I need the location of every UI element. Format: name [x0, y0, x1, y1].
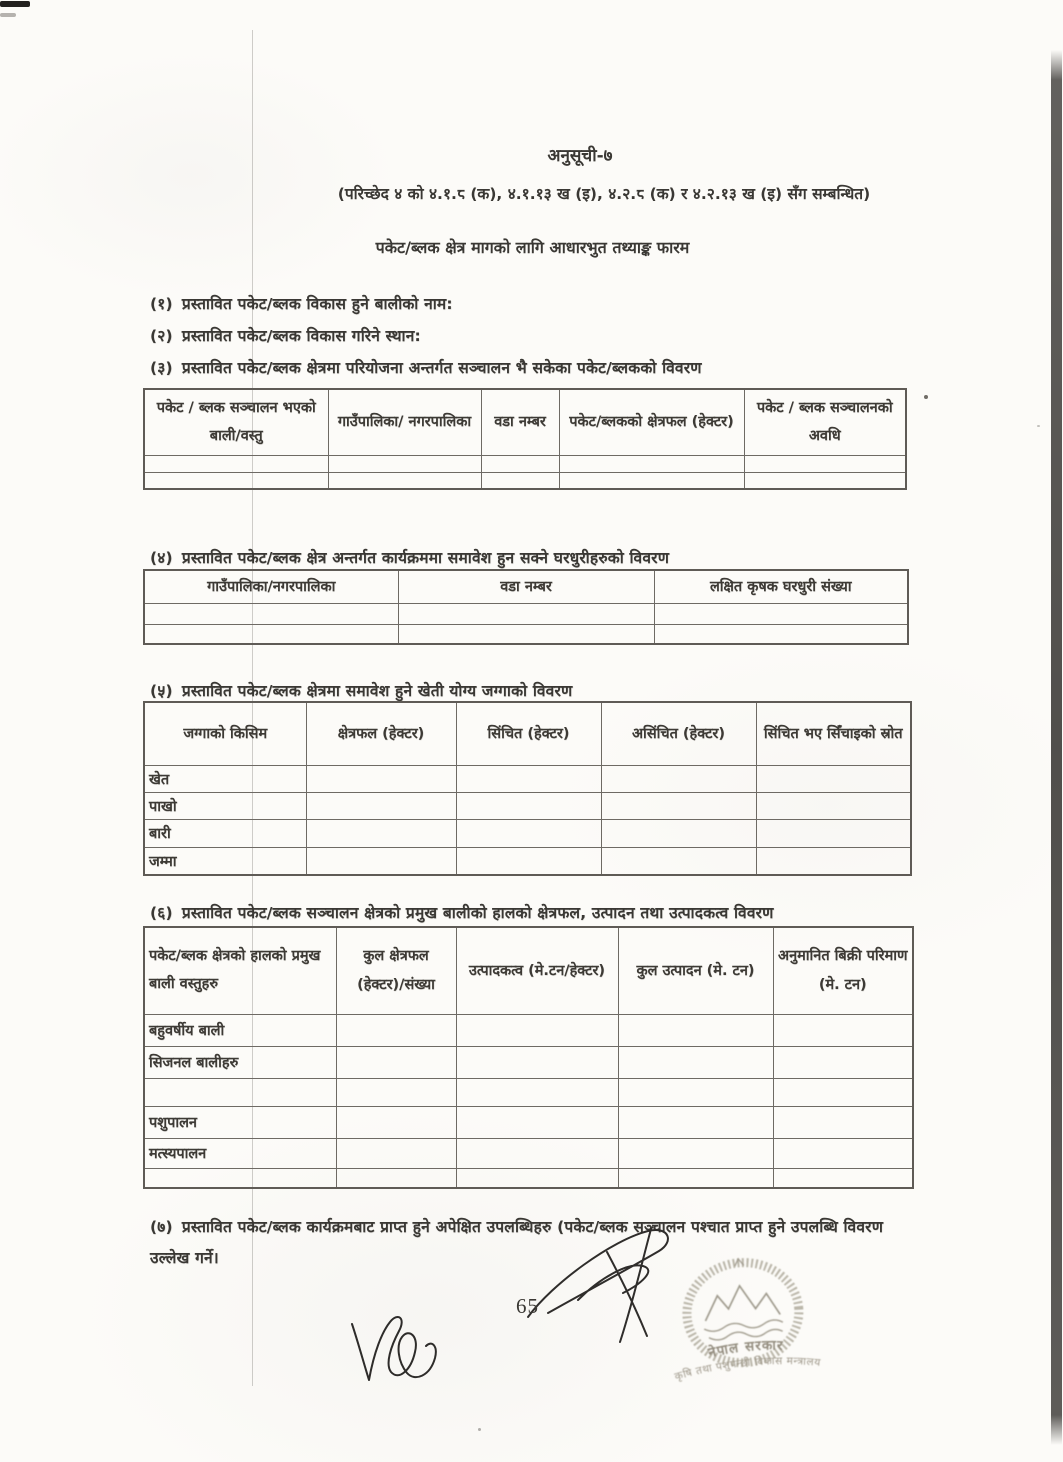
empty-cell	[601, 765, 756, 792]
empty-cell	[456, 1168, 618, 1188]
empty-cell	[756, 847, 911, 875]
table-header-row	[144, 389, 906, 455]
header-cell: पकेट/ब्लकको क्षेत्रफल (हेक्टर)	[559, 389, 744, 455]
row-label: पाखो	[144, 792, 306, 819]
scan-corner-mark	[0, 1, 30, 7]
scan-edge-shadow	[1051, 50, 1062, 1445]
row-label: पशुपालन	[144, 1106, 336, 1138]
form-item-6	[150, 901, 774, 923]
empty-cell	[456, 765, 601, 792]
empty-cell	[481, 472, 559, 489]
seal-top-text: नेपाल सरकार	[706, 1337, 784, 1362]
empty-cell	[328, 472, 481, 489]
crop-production-table	[143, 926, 914, 1189]
empty-cell	[773, 1046, 913, 1078]
row-label: खेत	[144, 765, 306, 792]
header-cell: वडा नम्बर	[398, 570, 654, 603]
header-cell: सिंचित भए सिँचाइको स्रोत	[756, 702, 911, 765]
empty-cell	[144, 472, 328, 489]
empty-cell	[744, 455, 906, 472]
empty-cell	[601, 819, 756, 847]
empty-cell	[756, 792, 911, 819]
signature-left	[340, 1280, 455, 1390]
form-item-3	[150, 356, 702, 378]
item-number: (३)	[150, 359, 173, 377]
item-number: (१)	[150, 295, 173, 313]
header-cell: जग्गाको किसिम	[144, 702, 306, 765]
item-text: प्रस्तावित पकेट/ब्लक क्षेत्रमा समावेश हुने खेती योग्य जग्गाको विवरण	[181, 682, 573, 700]
empty-cell	[773, 1138, 913, 1168]
empty-cell	[306, 819, 456, 847]
table-row	[144, 1078, 913, 1106]
header-cell: गाउँपालिका/ नगरपालिका	[328, 389, 481, 455]
empty-cell	[756, 765, 911, 792]
empty-cell	[618, 1014, 773, 1046]
item-text: प्रस्तावित पकेट/ब्लक विकास हुने बालीको नाम:	[181, 295, 453, 313]
operated-packets-table	[143, 388, 907, 490]
empty-cell	[773, 1014, 913, 1046]
empty-cell	[618, 1168, 773, 1188]
row-label	[144, 1078, 336, 1106]
empty-cell	[756, 819, 911, 847]
ink-speck	[1037, 425, 1040, 427]
empty-cell	[456, 1078, 618, 1106]
header-cell: कुल उत्पादन (मे. टन)	[618, 927, 773, 1014]
item-number: (५)	[150, 682, 173, 700]
empty-cell	[144, 455, 328, 472]
empty-cell	[456, 1138, 618, 1168]
empty-cell	[654, 603, 908, 624]
header-cell: कुल क्षेत्रफल (हेक्टर)/संख्या	[336, 927, 456, 1014]
header-cell: गाउँपालिका/नगरपालिका	[144, 570, 398, 603]
empty-cell	[559, 472, 744, 489]
item-text: प्रस्तावित पकेट/ब्लक कार्यक्रमबाट प्राप्त हुने अपेक्षित उपलब्धिहरु (पकेट/ब्लक सञ्चालन पश्चात प्राप्त हुने उपलब्धि विवरण उल्लेख गर्ने।	[150, 1218, 884, 1267]
header-cell: असिंचित (हेक्टर)	[601, 702, 756, 765]
item-text: प्रस्तावित पकेट/ब्लक सञ्चालन क्षेत्रको प्रमुख बालीको हालको क्षेत्रफल, उत्पादन तथा उत्पादकत्व विवरण	[181, 904, 774, 922]
table-header-row	[144, 702, 911, 765]
form-item-5	[150, 679, 572, 701]
empty-cell	[398, 624, 654, 644]
ink-speck	[478, 1428, 481, 1431]
empty-cell	[336, 1046, 456, 1078]
empty-cell	[144, 603, 398, 624]
empty-cell	[773, 1078, 913, 1106]
empty-cell	[336, 1138, 456, 1168]
empty-cell	[456, 847, 601, 875]
form-item-4	[150, 546, 669, 568]
seal-bottom-text: कृषि तथा पशुपन्छी विकास मन्त्रालय	[673, 1355, 822, 1384]
annex-reference: (परिच्छेद ४ को ४.१.८ (क), ४.१.१३ ख (इ), ४.२.८ (क) र ४.२.१३ ख (इ) सँग सम्बन्धित)	[337, 185, 871, 203]
table-header-row	[144, 927, 913, 1014]
households-table	[143, 569, 909, 645]
row-label: जम्मा	[144, 847, 306, 875]
header-cell: लक्षित कृषक घरधुरी संख्या	[654, 570, 908, 603]
header-cell: पकेट/ब्लक क्षेत्रको हालको प्रमुख बाली वस्तुहरु	[144, 927, 336, 1014]
empty-cell	[328, 455, 481, 472]
item-number: (४)	[150, 549, 173, 567]
header-cell: पकेट / ब्लक सञ्चालन भएको बाली/वस्तु	[144, 389, 328, 455]
item-text: प्रस्तावित पकेट/ब्लक क्षेत्र अन्तर्गत कार्यक्रममा समावेश हुन सक्ने घरधुरीहरुको विवरण	[181, 549, 670, 567]
empty-cell	[618, 1078, 773, 1106]
empty-cell	[398, 603, 654, 624]
empty-cell	[601, 847, 756, 875]
header-cell: पकेट / ब्लक सञ्चालनको अवधि	[744, 389, 906, 455]
empty-cell	[618, 1046, 773, 1078]
row-label	[144, 1168, 336, 1188]
empty-cell	[336, 1078, 456, 1106]
table-row	[144, 1046, 913, 1078]
form-title: पकेट/ब्लक क्षेत्र मागको लागि आधारभुत तथ्याङ्क फारम	[375, 238, 690, 257]
empty-cell	[456, 792, 601, 819]
empty-cell	[306, 765, 456, 792]
row-label: सिजनल बालीहरु	[144, 1046, 336, 1078]
table-row	[144, 624, 908, 644]
empty-cell	[306, 792, 456, 819]
item-number: (२)	[150, 327, 173, 345]
table-header-row	[144, 570, 908, 603]
empty-cell	[336, 1168, 456, 1188]
empty-cell	[456, 1046, 618, 1078]
table-row	[144, 819, 911, 847]
empty-cell	[456, 819, 601, 847]
empty-cell	[559, 455, 744, 472]
row-label: बहुवर्षीय बाली	[144, 1014, 336, 1046]
table-row	[144, 472, 906, 489]
empty-cell	[618, 1138, 773, 1168]
empty-cell	[456, 1014, 618, 1046]
form-item-2	[150, 324, 421, 346]
table-row	[144, 1014, 913, 1046]
empty-cell	[744, 472, 906, 489]
header-cell: वडा नम्बर	[481, 389, 559, 455]
header-cell: उत्पादकत्व (मे.टन/हेक्टर)	[456, 927, 618, 1014]
table-row	[144, 1138, 913, 1168]
empty-cell	[654, 624, 908, 644]
header-cell: अनुमानित बिक्री परिमाण (मे. टन)	[773, 927, 913, 1014]
empty-cell	[456, 1106, 618, 1138]
item-text: प्रस्तावित पकेट/ब्लक विकास गरिने स्थान:	[181, 327, 421, 345]
land-details-table	[143, 701, 912, 876]
header-cell: क्षेत्रफल (हेक्टर)	[306, 702, 456, 765]
empty-cell	[601, 792, 756, 819]
item-number: (७)	[150, 1218, 173, 1236]
ink-speck	[924, 395, 928, 399]
table-row	[144, 792, 911, 819]
empty-cell	[618, 1106, 773, 1138]
scan-corner-mark-2	[0, 13, 16, 17]
table-row	[144, 455, 906, 472]
item-number: (६)	[150, 904, 173, 922]
row-label: मत्स्यपालन	[144, 1138, 336, 1168]
form-item-1	[150, 292, 453, 314]
page-number: 65	[516, 1294, 539, 1318]
header-cell: सिंचित (हेक्टर)	[456, 702, 601, 765]
table-row	[144, 847, 911, 875]
empty-cell	[481, 455, 559, 472]
row-label: बारी	[144, 819, 306, 847]
government-seal	[617, 1248, 863, 1403]
table-row	[144, 603, 908, 624]
empty-cell	[144, 624, 398, 644]
empty-cell	[306, 847, 456, 875]
empty-cell	[336, 1106, 456, 1138]
table-row	[144, 1168, 913, 1188]
seal-mountains	[703, 1283, 781, 1321]
empty-cell	[773, 1106, 913, 1138]
empty-cell	[773, 1168, 913, 1188]
page-title: अनुसूची-७	[547, 146, 613, 166]
item-text: प्रस्तावित पकेट/ब्लक क्षेत्रमा परियोजना अन्तर्गत सञ्चालन भै सकेका पकेट/ब्लकको विवरण	[181, 359, 702, 377]
table-row	[144, 765, 911, 792]
empty-cell	[336, 1014, 456, 1046]
table-row	[144, 1106, 913, 1138]
